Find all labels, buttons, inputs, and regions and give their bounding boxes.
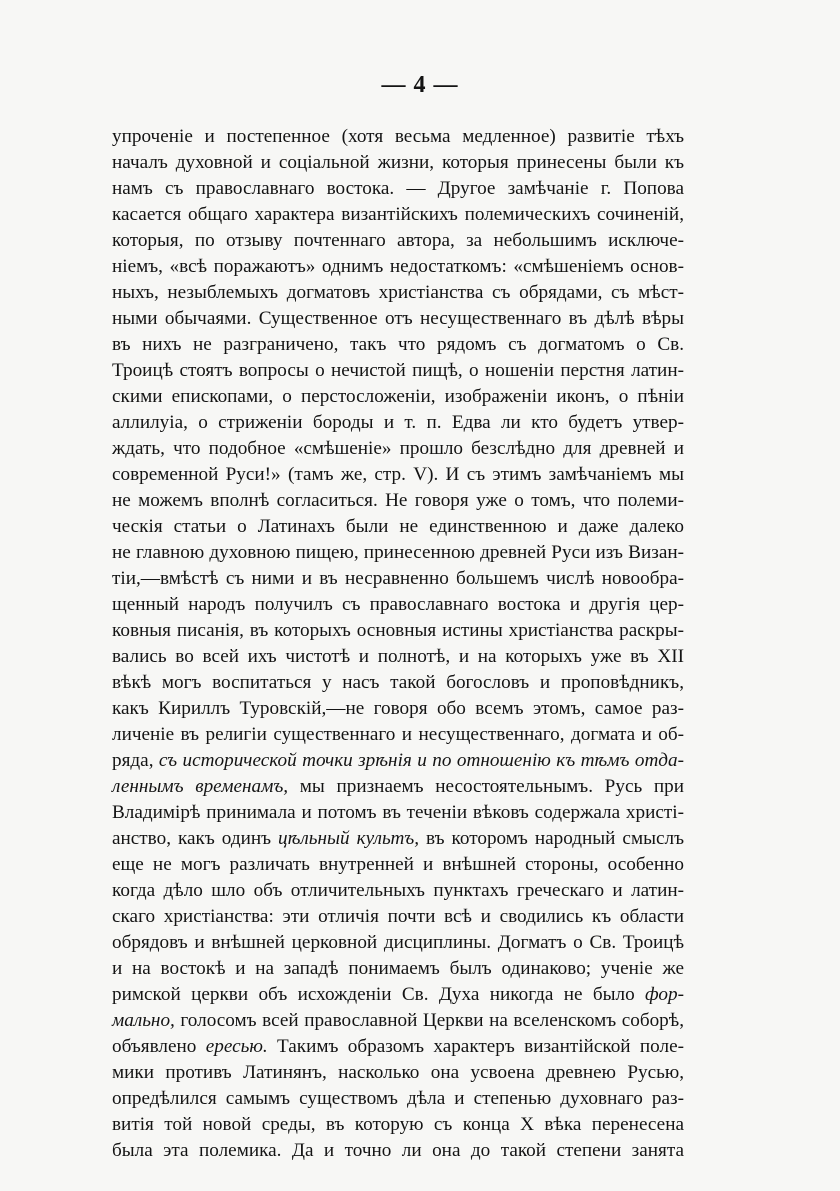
text-segment: касается общаго характера византійскихъ полемическихъ сочиненій, bbox=[112, 204, 684, 225]
text-segment: началъ духовной и соціальной жизни, которыя принесены были къ bbox=[112, 152, 684, 173]
text-line bbox=[112, 696, 684, 722]
text-line bbox=[112, 540, 684, 566]
text-line bbox=[112, 332, 684, 358]
text-line bbox=[112, 280, 684, 306]
text-line bbox=[112, 982, 684, 1008]
text-segment: упроченіе и постепенное (хотя весьма медленное) развитіе тѣхъ bbox=[112, 126, 684, 147]
text-segment: которыя, по отзыву почтеннаго автора, за небольшимъ исключе- bbox=[112, 230, 684, 251]
text-segment: ряда, bbox=[112, 750, 159, 771]
text-line bbox=[112, 150, 684, 176]
page-number: — 4 — bbox=[381, 72, 459, 98]
text-line bbox=[112, 254, 684, 280]
italic-text: съ исторической точки зрѣнія и по отношенію къ тѣмъ отда- bbox=[158, 750, 684, 771]
text-line bbox=[112, 774, 684, 800]
text-segment: объявлено bbox=[112, 1036, 206, 1057]
text-line bbox=[112, 1112, 684, 1138]
text-line bbox=[112, 384, 684, 410]
text-line bbox=[112, 436, 684, 462]
text-line bbox=[112, 1086, 684, 1112]
text-segment: анство, какъ одинъ bbox=[112, 828, 279, 849]
text-line bbox=[112, 592, 684, 618]
text-line bbox=[112, 826, 684, 852]
text-line bbox=[112, 514, 684, 540]
text-segment: и на востокѣ и на западѣ понимаемъ былъ одинаково; ученіе же bbox=[112, 958, 684, 979]
text-line bbox=[112, 358, 684, 384]
text-line bbox=[112, 488, 684, 514]
text-line bbox=[112, 1008, 684, 1034]
text-segment: опредѣлился самымъ существомъ дѣла и степенью духовнаго раз- bbox=[112, 1088, 684, 1109]
text-line bbox=[112, 956, 684, 982]
text-segment: личеніе въ религіи существеннаго и несущественнаго, догмата и об- bbox=[112, 724, 684, 745]
text-line bbox=[112, 176, 684, 202]
italic-text: мально, bbox=[112, 1010, 175, 1031]
text-segment: римской церкви объ исхожденіи Св. Духа никогда не было bbox=[112, 984, 646, 1005]
text-line bbox=[112, 618, 684, 644]
text-line bbox=[112, 462, 684, 488]
text-line bbox=[112, 1138, 684, 1164]
italic-text: леннымъ временамъ, bbox=[112, 776, 289, 797]
text-line bbox=[112, 124, 684, 150]
text-segment: какъ Кириллъ Туровскій,—не говоря обо всемъ этомъ, самое раз- bbox=[112, 698, 684, 719]
text-segment: скими епископами, о перстосложеніи, изображеніи иконъ, о пѣніи bbox=[112, 386, 684, 407]
text-segment: тіи,—вмѣстѣ съ ними и въ несравненно большемъ числѣ новообра- bbox=[112, 568, 684, 589]
text-line bbox=[112, 878, 684, 904]
text-segment: ждать, что подобное «смѣшеніе» прошло безслѣдно для древней и bbox=[112, 438, 684, 459]
text-segment: вѣкѣ могъ воспитаться у насъ такой богословъ и проповѣдникъ, bbox=[112, 672, 684, 693]
text-line bbox=[112, 306, 684, 332]
text-segment: намъ съ православнаго востока. — Другое замѣчаніе г. Попова bbox=[112, 178, 684, 199]
text-segment: когда дѣло шло объ отличительныхъ пунктахъ греческаго и латин- bbox=[112, 880, 684, 901]
text-line bbox=[112, 1060, 684, 1086]
text-segment: еще не могъ различать внутренней и внѣшней стороны, особенно bbox=[112, 854, 684, 875]
text-line bbox=[112, 1034, 684, 1060]
text-line bbox=[112, 670, 684, 696]
text-segment: скаго христіанства: эти отличія почти всѣ и сводились къ области bbox=[112, 906, 684, 927]
text-segment: не главною духовною пищею, принесенною древней Руси изъ Визан- bbox=[112, 542, 684, 563]
text-segment: ными обычаями. Существенное отъ несущественнаго въ дѣлѣ вѣры bbox=[112, 308, 684, 329]
text-segment: Владимірѣ принимала и потомъ въ теченіи вѣковъ содержала христі- bbox=[112, 802, 684, 823]
text-segment: ніемъ, «всѣ поражаютъ» однимъ недостаткомъ: «смѣшеніемъ основ- bbox=[112, 256, 684, 277]
text-line bbox=[112, 644, 684, 670]
text-segment: мы признаемъ несостоятельнымъ. Русь при bbox=[288, 776, 685, 797]
text-segment: мики противъ Латинянъ, насколько она усвоена древнею Русью, bbox=[112, 1062, 684, 1083]
text-line bbox=[112, 228, 684, 254]
body-text bbox=[112, 124, 684, 1164]
text-line bbox=[112, 410, 684, 436]
text-segment: была эта полемика. Да и точно ли она до такой степени занята bbox=[112, 1140, 684, 1161]
text-segment: щенный народъ получилъ съ православнаго востока и другія цер- bbox=[112, 594, 684, 615]
text-segment: Такимъ образомъ характеръ византійской поле- bbox=[267, 1036, 684, 1057]
text-segment: аллилуіа, о стриженіи бороды и т. п. Едва ли кто будетъ утвер- bbox=[112, 412, 684, 433]
text-segment: въ которомъ народный смыслъ bbox=[419, 828, 684, 849]
italic-text: ересью. bbox=[205, 1036, 268, 1057]
text-line bbox=[112, 202, 684, 228]
italic-text: фор- bbox=[645, 984, 684, 1005]
text-segment: Троицѣ стоятъ вопросы о нечистой пищѣ, о ношеніи перстня латин- bbox=[112, 360, 684, 381]
text-line bbox=[112, 566, 684, 592]
text-line bbox=[112, 904, 684, 930]
text-line bbox=[112, 800, 684, 826]
text-segment: вались во всей ихъ чистотѣ и полнотѣ, и на которыхъ уже въ XII bbox=[112, 646, 684, 667]
text-segment: ковныя писанія, въ которыхъ основныя истины христіанства раскры- bbox=[112, 620, 684, 641]
text-segment: не можемъ вполнѣ согласиться. Не говоря уже о томъ, что полеми- bbox=[112, 490, 684, 511]
text-segment: ческія статьи о Латинахъ были не единственною и даже далеко bbox=[112, 516, 684, 537]
text-segment: витія той новой среды, въ которую съ конца X вѣка перенесена bbox=[112, 1114, 684, 1135]
text-segment: современной Руси!» (тамъ же, стр. V). И съ этимъ замѣчаніемъ мы bbox=[112, 464, 684, 485]
text-line bbox=[112, 722, 684, 748]
text-line bbox=[112, 930, 684, 956]
text-segment: ныхъ, незыблемыхъ догматовъ христіанства съ обрядами, съ мѣст- bbox=[112, 282, 684, 303]
text-segment: въ нихъ не разграничено, такъ что рядомъ съ догматомъ о Св. bbox=[112, 334, 684, 355]
text-line bbox=[112, 852, 684, 878]
text-segment: обрядовъ и внѣшней церковной дисциплины. Догматъ о Св. Троицѣ bbox=[112, 932, 684, 953]
text-segment: голосомъ всей православной Церкви на вселенскомъ соборѣ, bbox=[174, 1010, 684, 1031]
italic-text: цѣльный культъ, bbox=[278, 828, 420, 849]
text-line bbox=[112, 748, 684, 774]
